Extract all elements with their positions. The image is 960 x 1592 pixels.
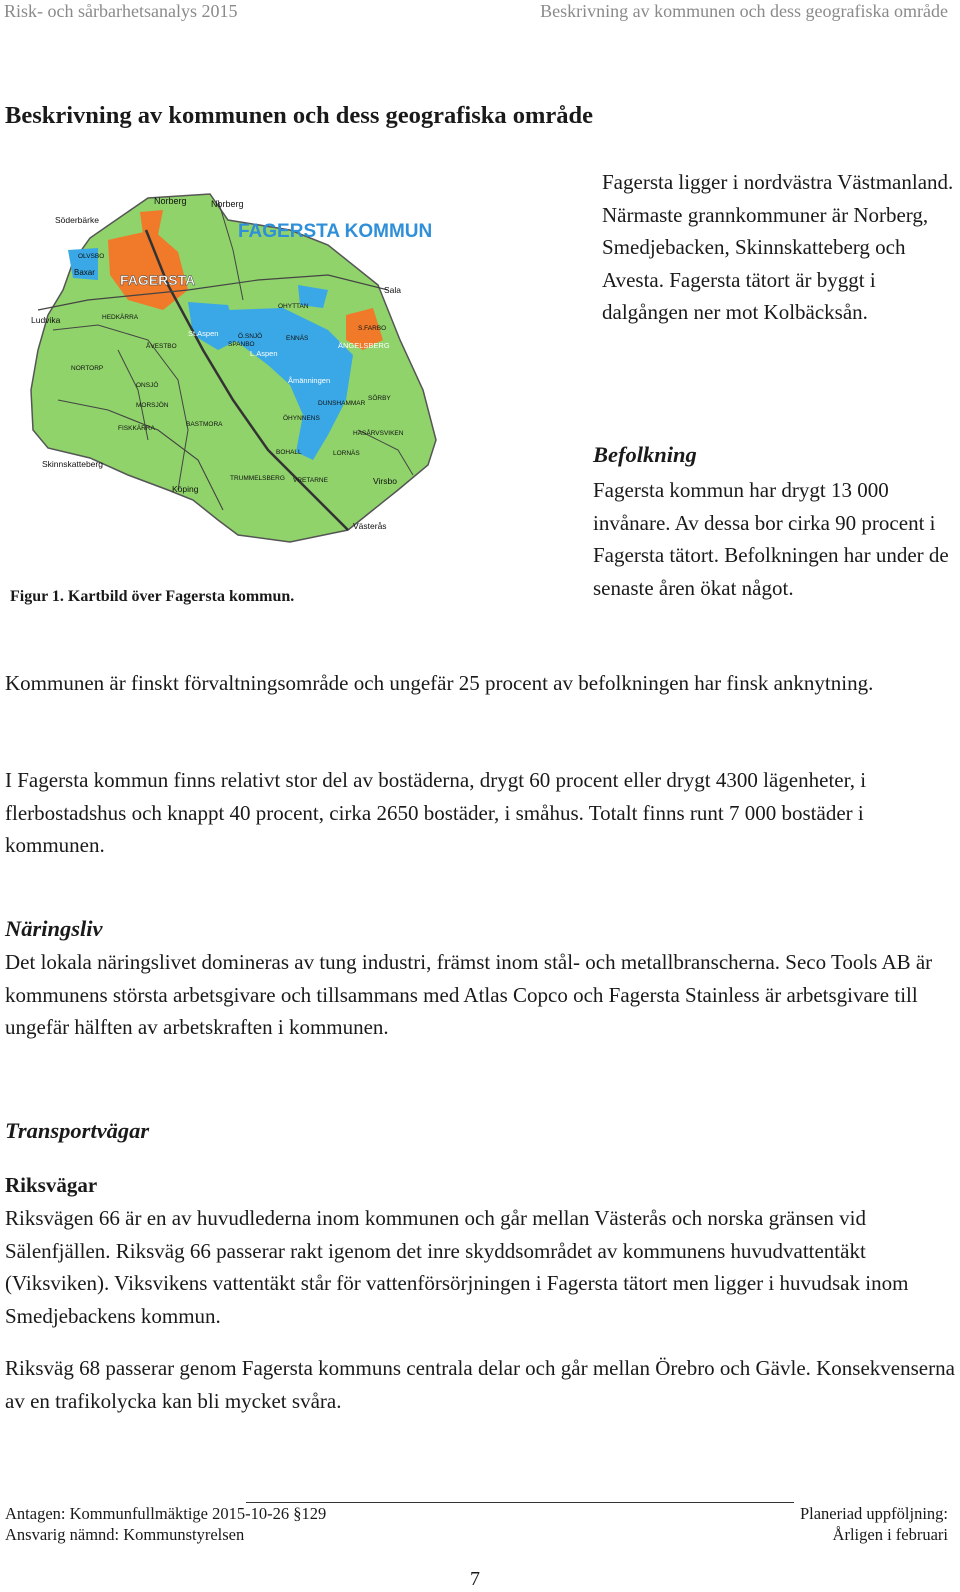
- map-label-amanningen: Åmänningen: [288, 376, 331, 385]
- map-label-bohall: BOHALL: [276, 449, 302, 456]
- footer-divider: [246, 1502, 794, 1503]
- heading-naringsliv: Näringsliv: [5, 916, 103, 941]
- map-label-spanbo: SPANBO: [228, 341, 255, 348]
- naringsliv-paragraph: Det lokala näringslivet domineras av tung industri, främst inom stål- och metallbranscherna. Seco Tools AB är kommunens största arbetsgivare och tillsammans med Atlas Copco och Fagersta Stainless är arbetsgivare till ungefär hälften av arbetskraften i kommunen.: [5, 950, 933, 1039]
- footer-followup-label: Planeriad uppföljning:: [799, 1504, 948, 1523]
- map-label-bastmora: BASTMORA: [186, 421, 223, 428]
- map-label-sfarbo: S.FARBO: [358, 325, 387, 332]
- footer-adopted: Antagen: Kommunfullmäktige 2015-10-26 §129: [5, 1504, 327, 1523]
- map-label-trummelsberg: TRUMMELSBERG: [230, 475, 285, 482]
- map-label-angelsberg: ÄNGELSBERG: [338, 341, 390, 350]
- map-label-enn: ENNÄS: [286, 335, 309, 342]
- finsk-paragraph: Kommunen är finskt förvaltningsområde och ungefär 25 procent av befolkningen har finsk anknytning.: [5, 671, 874, 695]
- map-label-hedkarra: HEDKÄRRA: [102, 314, 139, 321]
- map-label-ohyttan: OHYTTAN: [278, 303, 309, 310]
- header-document-title: Risk- och sårbarhetsanalys 2015: [4, 1, 238, 21]
- map-label-hasarvsvik: HASÅRVSVIKEN: [353, 430, 404, 437]
- bostader-paragraph: I Fagersta kommun finns relativt stor del av bostäderna, drygt 60 procent eller drygt 4300 lägenheter, i flerbostadshus och knappt 40 procent, cirka 2650 bostäder, i småhus. Totalt finns runt 7 000 bostäder i kommunen.: [5, 768, 867, 857]
- map-label-laspen: L.Aspen: [250, 349, 278, 358]
- map-label-baxar: Baxar: [74, 268, 95, 277]
- heading-riksvagar: Riksvägar: [5, 1173, 98, 1197]
- map-label-fagersta: FAGERSTA: [120, 272, 196, 288]
- map-label-sorby: SÖRBY: [368, 395, 391, 402]
- map-label-osbjo: Ö.SNJÖ: [238, 333, 263, 340]
- map-label-fiskkarra: FISKKÄRRA: [118, 425, 155, 432]
- intro-paragraph: Fagersta ligger i nordvästra Västmanland. Närmaste grannkommuner är Norberg, Smedjebacken, Skinnskatteberg och Avesta. Fagersta tätort är byggt i dalgången ner mot Kolbäcksån.: [602, 170, 954, 324]
- map-label-norberg2: Norberg: [211, 199, 244, 209]
- map-label-onsjo: ONSJÖ: [136, 382, 159, 389]
- map-label-sala: Sala: [384, 285, 402, 295]
- map-label-ludvika: Ludvika: [31, 315, 61, 325]
- footer-responsible: Ansvarig nämnd: Kommunstyrelsen: [5, 1525, 245, 1544]
- map-label-lornas: LORNÄS: [333, 450, 360, 457]
- map-label-skinnskatteberg: Skinnskatteberg: [42, 459, 103, 469]
- heading-befolkning: Befolkning: [593, 442, 697, 467]
- map-label-koping: Köping: [172, 484, 199, 494]
- map-label-nortorp: NORTORP: [71, 365, 104, 372]
- map-label-virsbo: Virsbo: [373, 476, 397, 486]
- map-label-vasteras: Västerås: [353, 521, 387, 531]
- map-label-vretarne: VRETARNE: [293, 477, 328, 484]
- riksvag-68-paragraph: Riksväg 68 passerar genom Fagersta kommuns centrala delar och går mellan Örebro och Gävle. Konsekvenserna av en trafikolycka kan bli mycket svåra.: [5, 1356, 955, 1413]
- heading-transportvagar: Transportvägar: [5, 1118, 150, 1143]
- header-section-title: Beskrivning av kommunen och dess geografiska område: [540, 1, 948, 21]
- page-title: Beskrivning av kommunen och dess geografiska område: [5, 102, 594, 129]
- befolkning-paragraph: Fagersta kommun har drygt 13 000 invånare. Av dessa bor cirka 90 procent i Fagersta tätort. Befolkningen har under de senaste åren ökat något.: [593, 478, 949, 600]
- footer-followup-value: Årligen i februari: [832, 1525, 948, 1544]
- riksvag-66-paragraph: Riksvägen 66 är en av huvudlederna inom kommunen och går mellan Västerås och norska gränsen vid Sälenfjällen. Riksväg 66 passerar rakt igenom det inre skyddsområdet av kommunens huvudvattentäkt (Viksviken). Viksvikens vattentäkt står för vattenförsörjningen i Fagersta tätort men ligger i huvudsak inom Smedjebackens kommun.: [5, 1206, 909, 1328]
- map-label-soderbarke: Söderbärke: [55, 215, 99, 225]
- map-label-morsjon: MORSJÖN: [136, 402, 169, 409]
- municipality-map: [28, 190, 448, 560]
- map-label-avestbo: ÅVESTBO: [146, 343, 177, 350]
- map-label-norberg1: Norberg: [154, 196, 187, 206]
- figure-caption: Figur 1. Kartbild över Fagersta kommun.: [10, 588, 295, 605]
- page-number: 7: [470, 1568, 480, 1590]
- map-title: FAGERSTA KOMMUN: [238, 221, 433, 242]
- map-label-staspon: St.Aspen: [188, 329, 219, 338]
- map-label-olvsbo: OLVSBO: [78, 253, 105, 260]
- map-label-dunshammar: DUNSHAMMAR: [318, 400, 366, 407]
- map-label-torvik: ÖHYNNENS: [283, 415, 320, 422]
